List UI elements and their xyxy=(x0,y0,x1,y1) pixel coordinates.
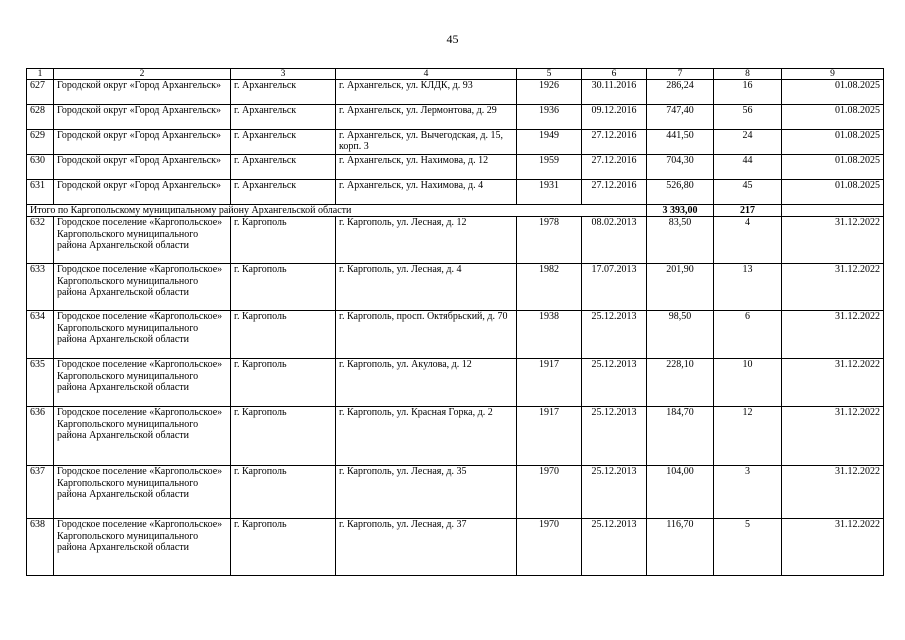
municipality-cell: Городское поселение «Каргопольское» Каргопольского муниципального района Архангельской области xyxy=(54,519,231,576)
row-number-cell: 635 xyxy=(27,359,54,407)
resettlement-deadline-cell: 31.12.2022 xyxy=(782,264,884,311)
construction-year-cell: 1949 xyxy=(517,130,582,155)
settlement-cell: г. Архангельск xyxy=(231,105,336,130)
construction-year-cell: 1926 xyxy=(517,80,582,105)
column-number: 9 xyxy=(782,69,884,80)
settlement-cell: г. Каргополь xyxy=(231,264,336,311)
address-cell: г. Архангельск, ул. Нахимова, д. 12 xyxy=(336,155,517,180)
residents-cell: 12 xyxy=(714,407,782,466)
column-number: 6 xyxy=(582,69,647,80)
recognition-date-cell: 27.12.2016 xyxy=(582,130,647,155)
construction-year-cell: 1959 xyxy=(517,155,582,180)
address-cell: г. Каргополь, ул. Лесная, д. 4 xyxy=(336,264,517,311)
address-cell: г. Каргополь, ул. Лесная, д. 37 xyxy=(336,519,517,576)
address-cell: г. Каргополь, ул. Красная Горка, д. 2 xyxy=(336,407,517,466)
residents-cell: 56 xyxy=(714,105,782,130)
residents-cell: 44 xyxy=(714,155,782,180)
resettlement-deadline-cell: 31.12.2022 xyxy=(782,466,884,519)
recognition-date-cell: 08.02.2013 xyxy=(582,217,647,264)
municipality-cell: Городское поселение «Каргопольское» Каргопольского муниципального района Архангельской области xyxy=(54,466,231,519)
area-cell: 83,50 xyxy=(647,217,714,264)
municipality-cell: Городское поселение «Каргопольское» Каргопольского муниципального района Архангельской области xyxy=(54,311,231,359)
address-cell: г. Архангельск, ул. КЛДК, д. 93 xyxy=(336,80,517,105)
area-cell: 98,50 xyxy=(647,311,714,359)
table-row xyxy=(27,407,884,466)
settlement-cell: г. Архангельск xyxy=(231,130,336,155)
residents-cell: 16 xyxy=(714,80,782,105)
recognition-date-cell: 27.12.2016 xyxy=(582,180,647,205)
settlement-cell: г. Каргополь xyxy=(231,311,336,359)
recognition-date-cell: 25.12.2013 xyxy=(582,519,647,576)
page-number: 45 xyxy=(446,32,459,46)
area-cell: 704,30 xyxy=(647,155,714,180)
row-number-cell: 634 xyxy=(27,311,54,359)
table-row xyxy=(27,105,884,130)
recognition-date-cell: 17.07.2013 xyxy=(582,264,647,311)
construction-year-cell: 1978 xyxy=(517,217,582,264)
municipality-cell: Городской округ «Город Архангельск» xyxy=(54,105,231,130)
settlement-cell: г. Архангельск xyxy=(231,180,336,205)
address-cell: г. Архангельск, ул. Нахимова, д. 4 xyxy=(336,180,517,205)
area-cell: 116,70 xyxy=(647,519,714,576)
construction-year-cell: 1917 xyxy=(517,407,582,466)
total-people: 217 xyxy=(714,205,782,217)
address-cell: г. Каргополь, ул. Акулова, д. 12 xyxy=(336,359,517,407)
municipality-cell: Городской округ «Город Архангельск» xyxy=(54,180,231,205)
housing-register-table xyxy=(26,68,884,576)
construction-year-cell: 1917 xyxy=(517,359,582,407)
recognition-date-cell: 30.11.2016 xyxy=(582,80,647,105)
area-cell: 228,10 xyxy=(647,359,714,407)
municipality-cell: Городской округ «Город Архангельск» xyxy=(54,130,231,155)
column-number: 1 xyxy=(27,69,54,80)
column-number-row xyxy=(27,69,884,80)
construction-year-cell: 1938 xyxy=(517,311,582,359)
area-cell: 286,24 xyxy=(647,80,714,105)
residents-cell: 13 xyxy=(714,264,782,311)
area-cell: 441,50 xyxy=(647,130,714,155)
row-number-cell: 630 xyxy=(27,155,54,180)
recognition-date-cell: 27.12.2016 xyxy=(582,155,647,180)
settlement-cell: г. Каргополь xyxy=(231,359,336,407)
resettlement-deadline-cell: 31.12.2022 xyxy=(782,519,884,576)
row-number-cell: 636 xyxy=(27,407,54,466)
resettlement-deadline-cell: 31.12.2022 xyxy=(782,311,884,359)
table-row xyxy=(27,311,884,359)
recognition-date-cell: 25.12.2013 xyxy=(582,407,647,466)
residents-cell: 45 xyxy=(714,180,782,205)
row-number-cell: 628 xyxy=(27,105,54,130)
address-cell: г. Архангельск, ул. Вычегодская, д. 15, корп. 3 xyxy=(336,130,517,155)
row-number-cell: 627 xyxy=(27,80,54,105)
row-number-cell: 637 xyxy=(27,466,54,519)
settlement-cell: г. Архангельск xyxy=(231,155,336,180)
table-row xyxy=(27,359,884,407)
address-cell: г. Каргополь, ул. Лесная, д. 12 xyxy=(336,217,517,264)
address-cell: г. Каргополь, ул. Лесная, д. 35 xyxy=(336,466,517,519)
area-cell: 747,40 xyxy=(647,105,714,130)
column-number: 8 xyxy=(714,69,782,80)
table-row xyxy=(27,519,884,576)
recognition-date-cell: 25.12.2013 xyxy=(582,466,647,519)
address-cell: г. Каргополь, просп. Октябрьский, д. 70 xyxy=(336,311,517,359)
settlement-cell: г. Каргополь xyxy=(231,519,336,576)
table-row xyxy=(27,80,884,105)
resettlement-deadline-cell: 31.12.2022 xyxy=(782,407,884,466)
resettlement-deadline-cell: 31.12.2022 xyxy=(782,359,884,407)
area-cell: 526,80 xyxy=(647,180,714,205)
column-number: 7 xyxy=(647,69,714,80)
row-number-cell: 633 xyxy=(27,264,54,311)
recognition-date-cell: 25.12.2013 xyxy=(582,359,647,407)
table-row xyxy=(27,264,884,311)
municipality-cell: Городской округ «Город Архангельск» xyxy=(54,80,231,105)
total-area: 3 393,00 xyxy=(647,205,714,217)
total-empty-cell xyxy=(782,205,884,217)
municipality-cell: Городской округ «Город Архангельск» xyxy=(54,155,231,180)
municipality-cell: Городское поселение «Каргопольское» Каргопольского муниципального района Архангельской области xyxy=(54,264,231,311)
row-number-cell: 632 xyxy=(27,217,54,264)
residents-cell: 10 xyxy=(714,359,782,407)
column-number: 5 xyxy=(517,69,582,80)
table-body xyxy=(27,69,884,576)
settlement-cell: г. Каргополь xyxy=(231,466,336,519)
construction-year-cell: 1970 xyxy=(517,519,582,576)
resettlement-deadline-cell: 01.08.2025 xyxy=(782,130,884,155)
area-cell: 184,70 xyxy=(647,407,714,466)
address-cell: г. Архангельск, ул. Лермонтова, д. 29 xyxy=(336,105,517,130)
settlement-cell: г. Каргополь xyxy=(231,407,336,466)
area-cell: 104,00 xyxy=(647,466,714,519)
column-number: 4 xyxy=(336,69,517,80)
column-number: 2 xyxy=(54,69,231,80)
resettlement-deadline-cell: 31.12.2022 xyxy=(782,217,884,264)
table-row xyxy=(27,155,884,180)
construction-year-cell: 1936 xyxy=(517,105,582,130)
resettlement-deadline-cell: 01.08.2025 xyxy=(782,80,884,105)
recognition-date-cell: 25.12.2013 xyxy=(582,311,647,359)
row-number-cell: 629 xyxy=(27,130,54,155)
residents-cell: 3 xyxy=(714,466,782,519)
table-row xyxy=(27,180,884,205)
resettlement-deadline-cell: 01.08.2025 xyxy=(782,105,884,130)
row-number-cell: 631 xyxy=(27,180,54,205)
district-total-row xyxy=(27,205,884,217)
row-number-cell: 638 xyxy=(27,519,54,576)
residents-cell: 4 xyxy=(714,217,782,264)
total-label: Итого по Каргопольскому муниципальному району Архангельской области xyxy=(27,205,647,217)
area-cell: 201,90 xyxy=(647,264,714,311)
resettlement-deadline-cell: 01.08.2025 xyxy=(782,180,884,205)
municipality-cell: Городское поселение «Каргопольское» Каргопольского муниципального района Архангельской области xyxy=(54,217,231,264)
recognition-date-cell: 09.12.2016 xyxy=(582,105,647,130)
construction-year-cell: 1931 xyxy=(517,180,582,205)
resettlement-deadline-cell: 01.08.2025 xyxy=(782,155,884,180)
construction-year-cell: 1982 xyxy=(517,264,582,311)
municipality-cell: Городское поселение «Каргопольское» Каргопольского муниципального района Архангельской области xyxy=(54,359,231,407)
residents-cell: 24 xyxy=(714,130,782,155)
table-row xyxy=(27,466,884,519)
residents-cell: 5 xyxy=(714,519,782,576)
table-row xyxy=(27,130,884,155)
settlement-cell: г. Архангельск xyxy=(231,80,336,105)
settlement-cell: г. Каргополь xyxy=(231,217,336,264)
construction-year-cell: 1970 xyxy=(517,466,582,519)
column-number: 3 xyxy=(231,69,336,80)
table-row xyxy=(27,217,884,264)
residents-cell: 6 xyxy=(714,311,782,359)
municipality-cell: Городское поселение «Каргопольское» Каргопольского муниципального района Архангельской области xyxy=(54,407,231,466)
